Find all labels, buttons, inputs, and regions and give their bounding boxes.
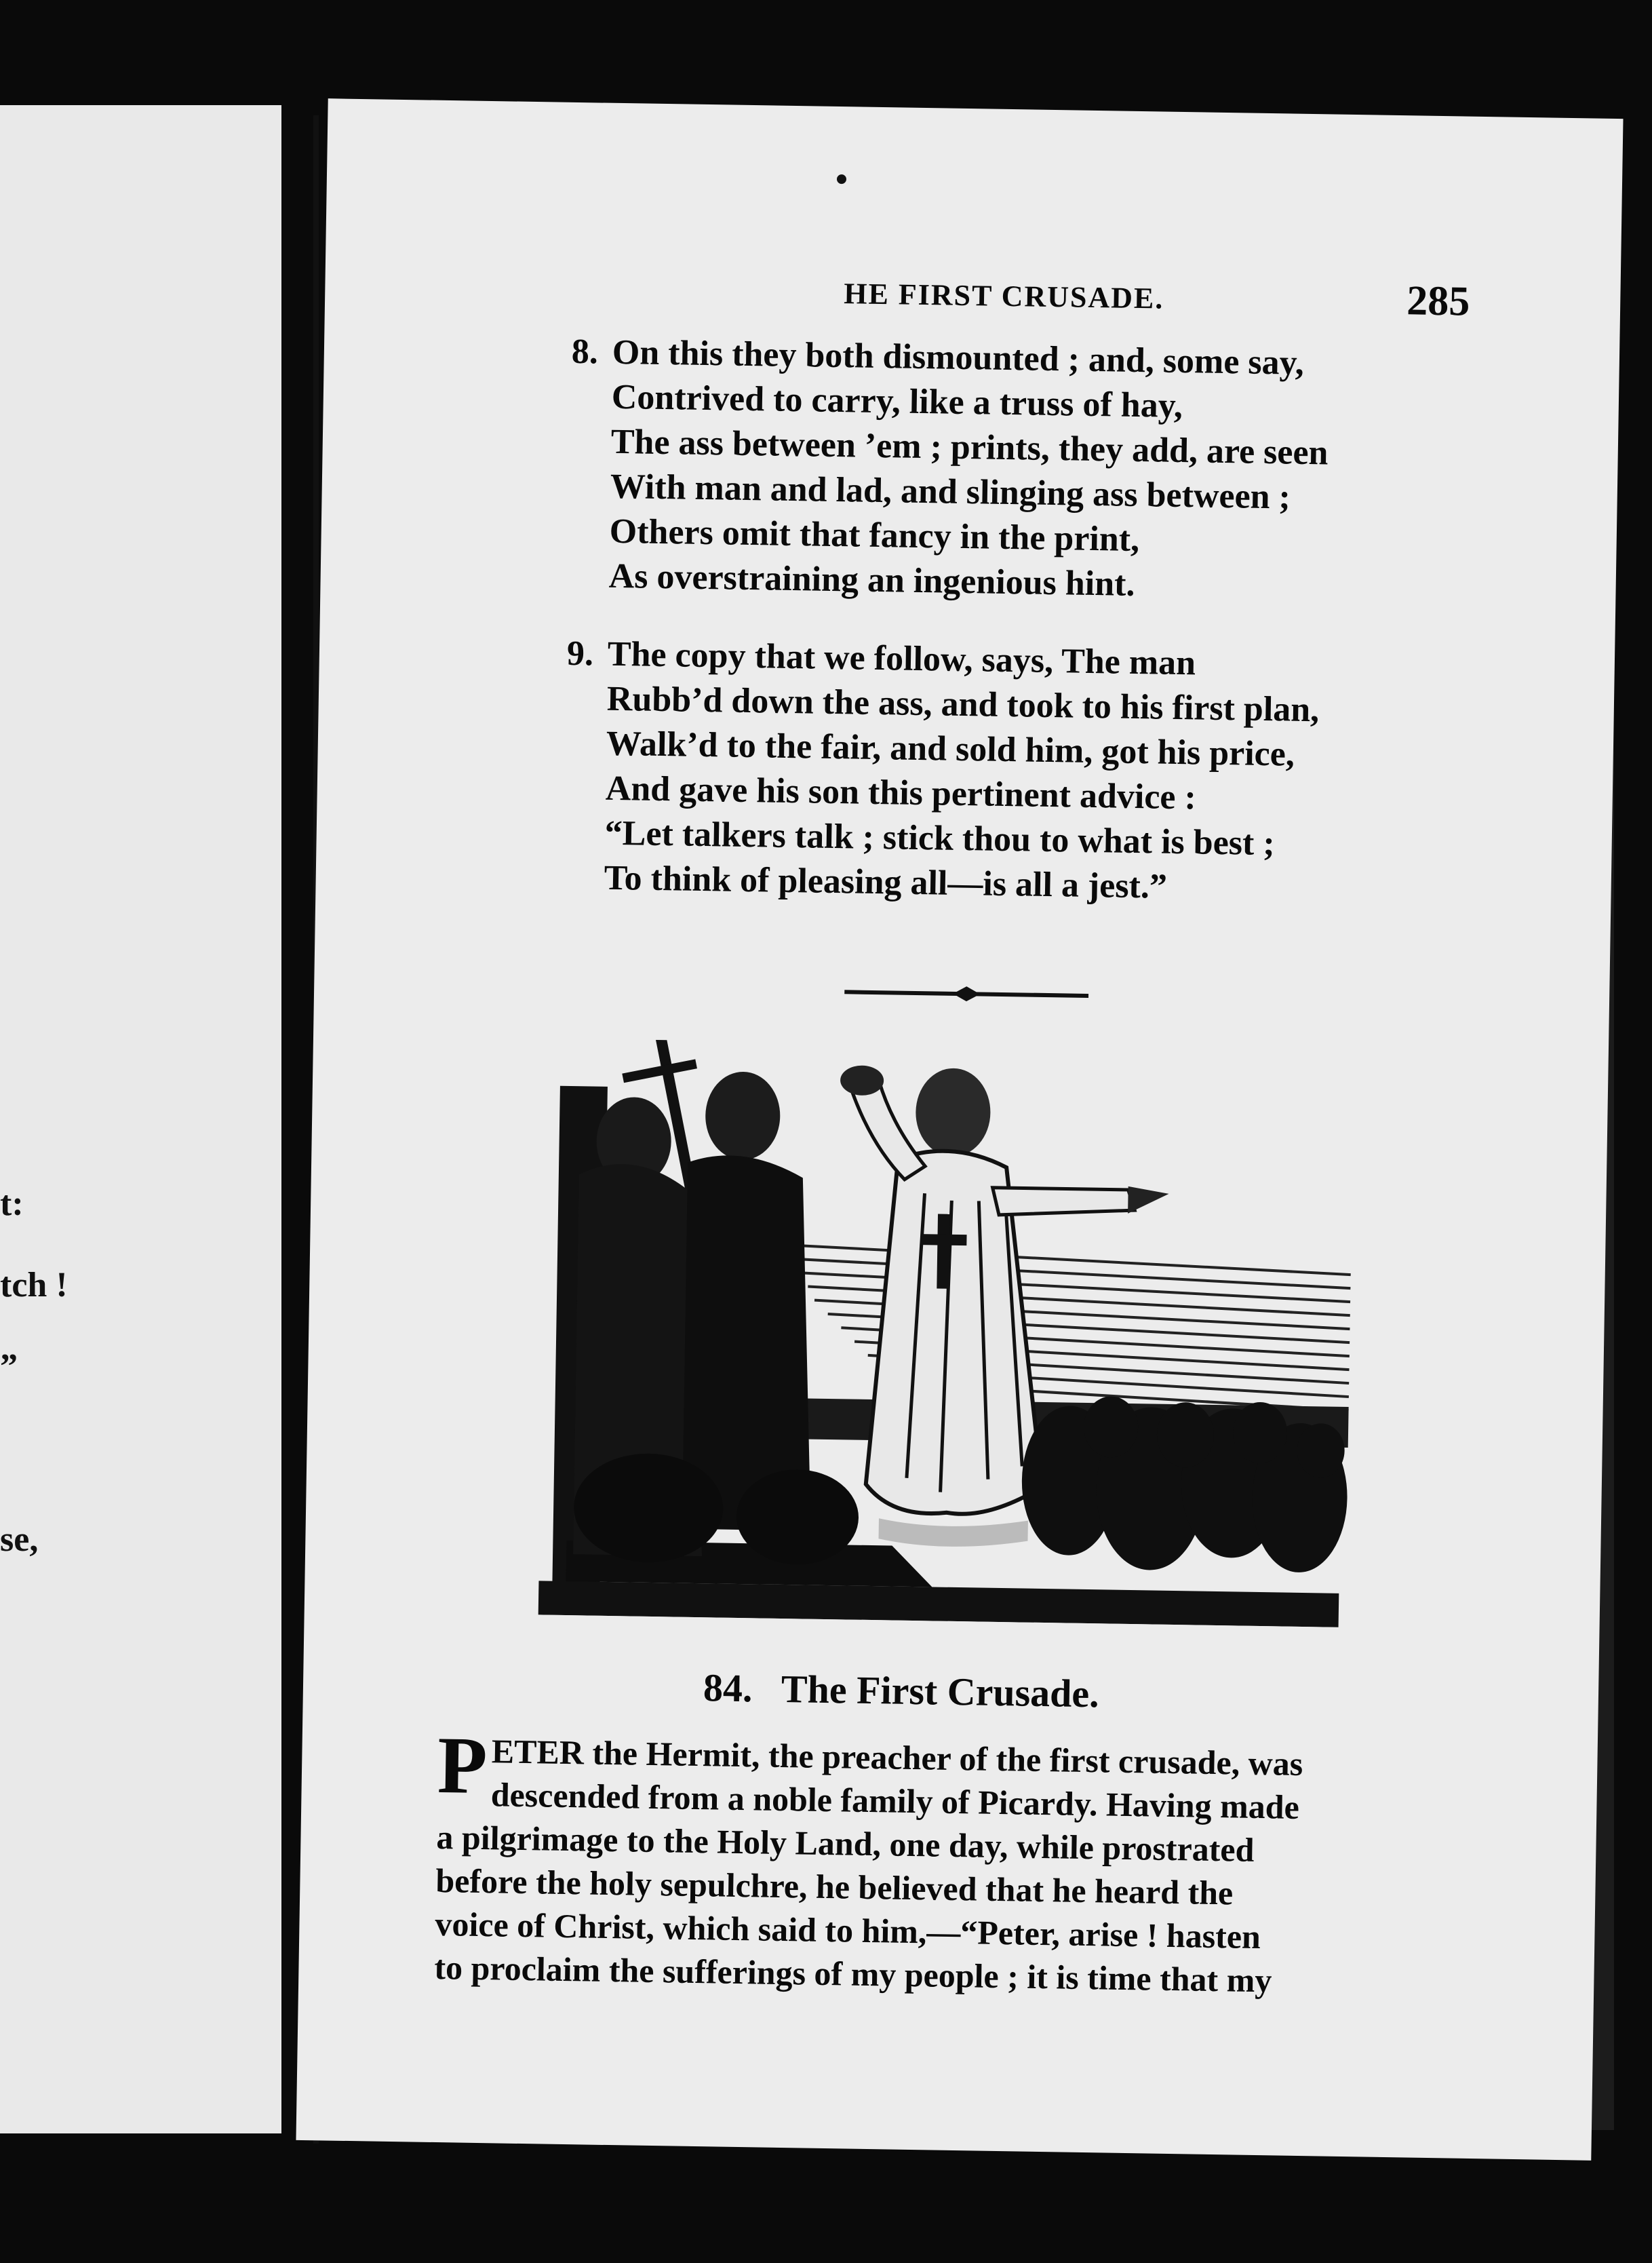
verse-line: As overstraining an ingenious hint.: [608, 556, 1135, 604]
verse-line: To think of pleasing all—is all a jest.”: [604, 858, 1168, 906]
prose-line: descended from a noble family of Picardy. Having made: [490, 1775, 1300, 1826]
ornamental-rule: [844, 982, 1088, 1006]
prose-line: before the holy sepulchre, he believed that he heard the: [435, 1861, 1234, 1912]
stanza-9: [566, 632, 1320, 912]
left-page-fragment: ”: [0, 1347, 18, 1386]
verse-line: And gave his son this pertinent advice :: [605, 769, 1197, 817]
verse-line: “Let talkers talk ; stick thou to what is best ;: [604, 813, 1276, 864]
section-title-word: Crusade.: [947, 1669, 1100, 1716]
running-header: HE FIRST CRUSADE.: [843, 277, 1164, 315]
prose-line: voice of Christ, which said to him,—“Peter, arise ! hasten: [435, 1904, 1261, 1956]
ink-speck: [837, 174, 846, 184]
verse-line: Contrived to carry, like a truss of hay,: [611, 377, 1183, 426]
stanza-number: 8.: [571, 332, 599, 372]
verse-line: Walk’d to the fair, and sold him, got his price,: [606, 724, 1295, 774]
section-title-word: The: [781, 1666, 848, 1712]
body-paragraph: [434, 1720, 1381, 2004]
stanza-number: 9.: [566, 634, 594, 674]
prose-line: a pilgrimage to the Holy Land, one day, while prostrated: [436, 1818, 1255, 1869]
prose-line-text: the Hermit, the preacher of the first crusade, was: [583, 1733, 1303, 1783]
book-page: [296, 98, 1623, 2161]
woodcut-illustration: [511, 1038, 1368, 1628]
verse-line: Rubb’d down the ass, and took to his first plan,: [606, 679, 1320, 730]
page-number: 285: [1406, 277, 1470, 325]
section-title: [703, 1665, 1100, 1716]
left-page-fragment: tch !: [0, 1266, 68, 1304]
verse-line: With man and lad, and slinging ass between ;: [610, 467, 1291, 517]
verse-line: The copy that we follow, says, The man: [607, 634, 1196, 683]
stanza-8: [571, 330, 1330, 611]
section-number: 84.: [703, 1665, 753, 1711]
first-word-caps: ETER: [491, 1732, 585, 1772]
prose-line: to proclaim the sufferings of my people ; it is time that my: [434, 1948, 1272, 2000]
verse-line: The ass between ’em ; prints, they add, are seen: [610, 422, 1329, 473]
verse-line: Others omit that fancy in the print,: [609, 511, 1140, 560]
verse-line: On this they both dismounted ; and, some say,: [612, 332, 1305, 383]
left-page-fragment: t:: [0, 1184, 24, 1223]
left-page-fragment: se,: [0, 1520, 39, 1559]
drop-cap: P: [437, 1720, 488, 1811]
left-facing-page: [0, 105, 281, 2133]
section-title-word: First: [856, 1667, 938, 1714]
